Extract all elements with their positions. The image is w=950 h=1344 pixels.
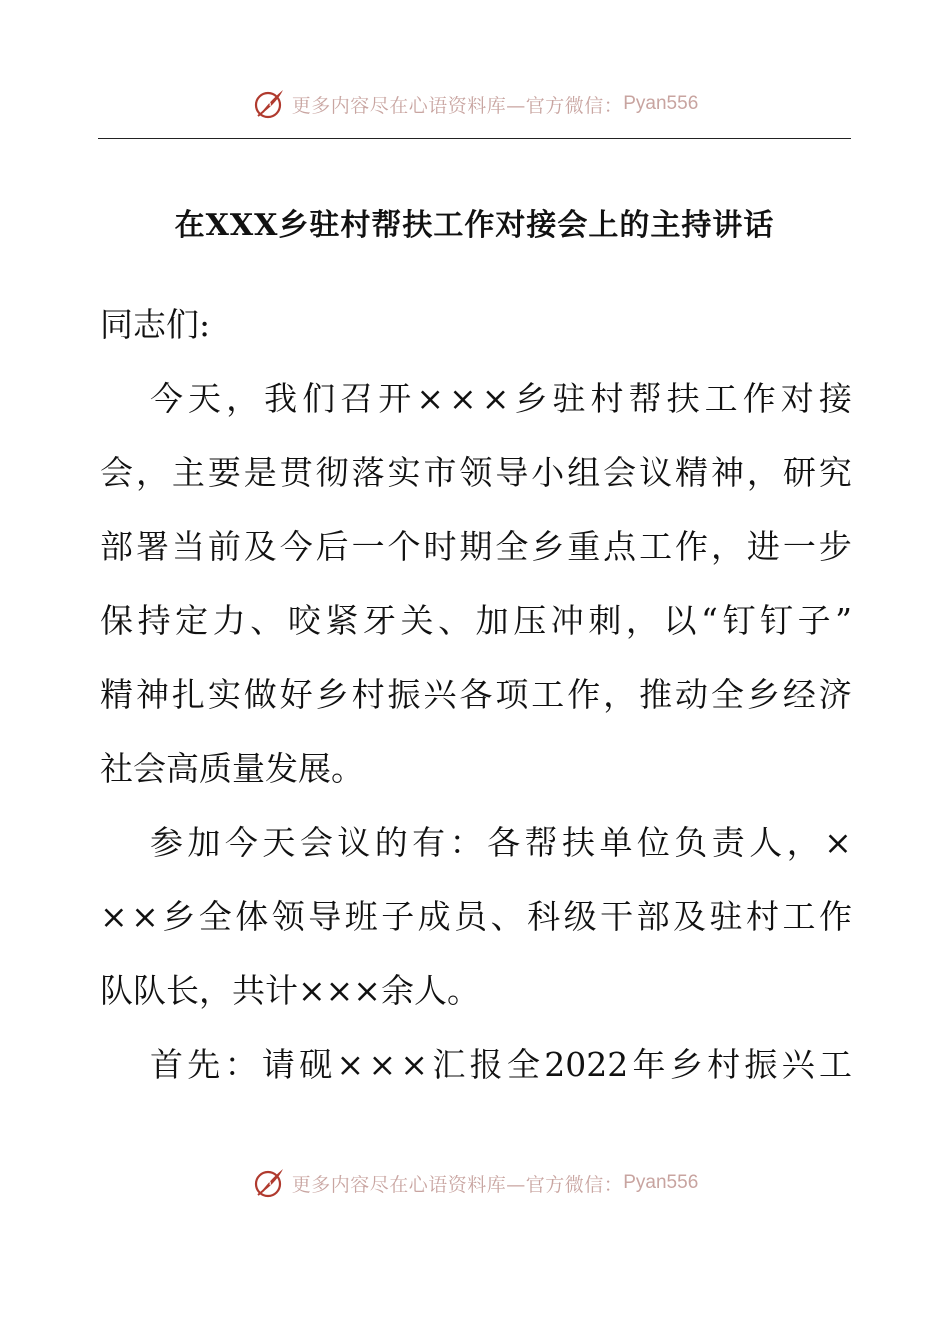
body-line: 首 先 ： 请 砚 × × × 汇 报 全 2022 年 乡 村 振 兴 工 (150, 1045, 852, 1084)
quill-pen-logo-icon (252, 87, 286, 121)
footer-banner-contact: Pyan556 (623, 1172, 699, 1193)
document-title: 在XXX乡驻村帮扶工作对接会上的主持讲话 (174, 208, 775, 243)
footer-banner-text: 更多内容尽在心语资料库—官方微信： (291, 1173, 624, 1196)
body-line: × × 乡 全 体 领 导 班 子 成 员 、 科 级 干 部 及 驻 村 工 作 (100, 897, 852, 936)
header-banner (0, 84, 950, 124)
footer-banner (0, 1163, 950, 1203)
quill-pen-logo-icon (252, 1166, 286, 1200)
header-divider (98, 138, 851, 139)
body-line: 会 ， 主 要 是 贯 彻 落 实 市 领 导 小 组 会 议 精 神 ， 研 究 (100, 453, 852, 492)
body-line: 今 天 ， 我 们 召 开 × × × 乡 驻 村 帮 扶 工 作 对 接 (150, 379, 852, 418)
body-line: 队队长，共计×××余人。 (100, 971, 480, 1010)
header-banner-contact: Pyan556 (623, 93, 699, 114)
header-banner-text: 更多内容尽在心语资料库—官方微信： (291, 94, 624, 117)
body-line: 部 署 当 前 及 今 后 一 个 时 期 全 乡 重 点 工 作 ， 进 一 步 (100, 527, 852, 566)
body-line: 同志们: (100, 305, 211, 344)
body-line: 参 加 今 天 会 议 的 有 ： 各 帮 扶 单 位 负 责 人 ， × (150, 823, 852, 862)
body-line: 社会高质量发展。 (100, 749, 364, 788)
body-line: 精 神 扎 实 做 好 乡 村 振 兴 各 项 工 作 ， 推 动 全 乡 经 济 (100, 675, 852, 714)
body-line: 保 持 定 力 、 咬 紧 牙 关 、 加 压 冲 刺 ， 以 “ 钉 钉 子 ” (100, 601, 852, 640)
document-body (100, 288, 852, 1102)
